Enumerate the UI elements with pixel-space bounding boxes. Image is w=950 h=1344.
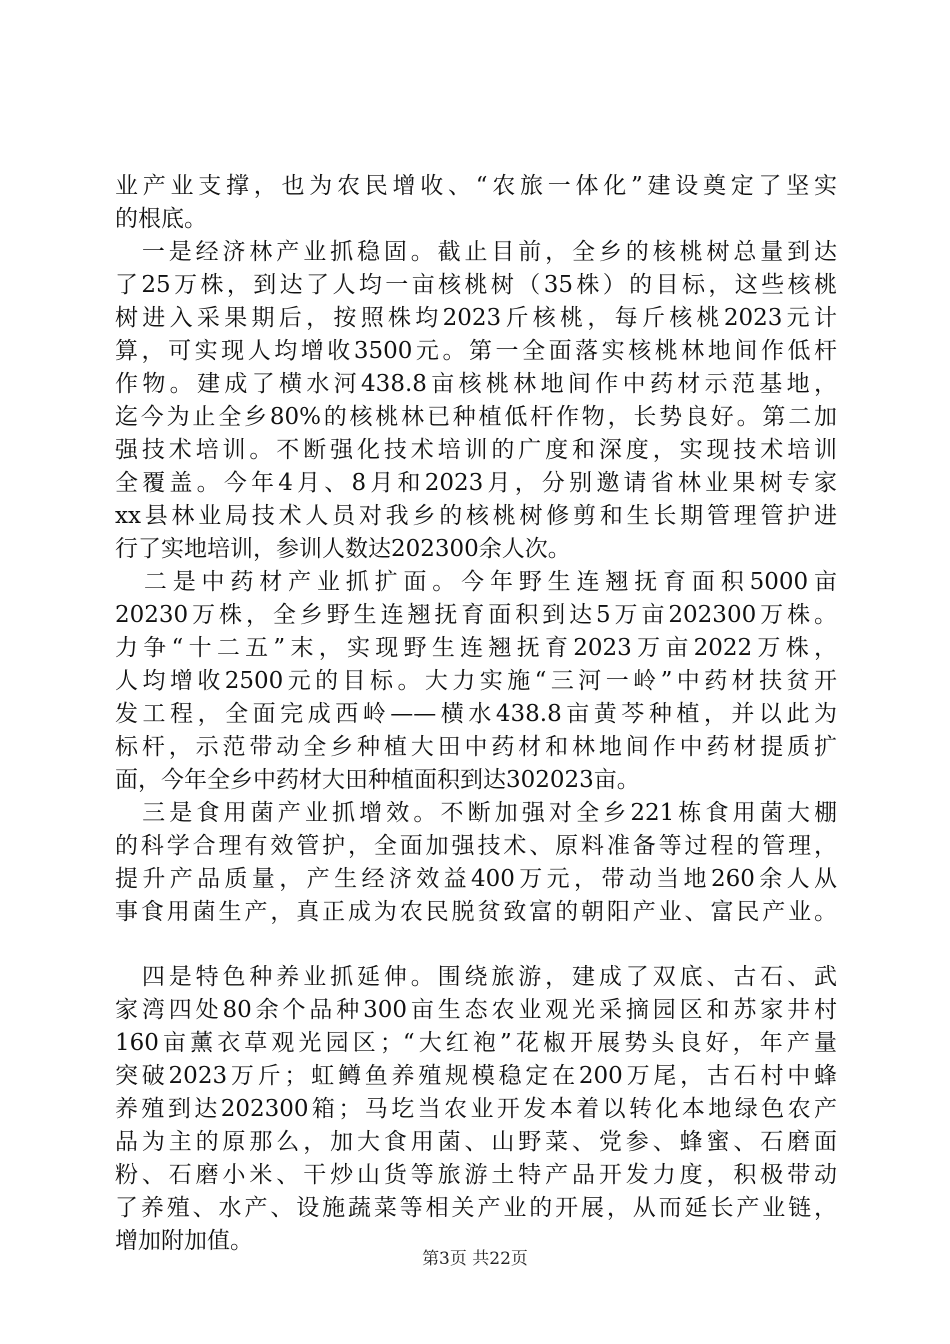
text-line: 作物。建成了横水河438.8亩核桃林地间作中药材示范基地， xyxy=(115,371,837,397)
text-line: 的科学合理有效管护，全面加强技术、原料准备等过程的管理， xyxy=(115,833,837,859)
text-line: 业产业支撑，也为农民增收、“农旅一体化”建设奠定了坚实 xyxy=(115,173,837,199)
paragraph-economic-forest: 一是经济林产业抓稳固。截止目前，全乡的核桃树总量到达 xyxy=(115,239,837,265)
text-line: 了养殖、水产、设施蔬菜等相关产业的开展，从而延长产业链， xyxy=(115,1195,837,1221)
text-line: 养殖到达202300箱；马圪当农业开发本着以转化本地绿色农产 xyxy=(115,1096,837,1122)
text-line: 突破2023万斤；虹鳟鱼养殖规模稳定在200万尾，古石村中蜂 xyxy=(115,1063,837,1089)
text-line: 树进入采果期后，按照株均2023斤核桃，每斤核桃2023元计 xyxy=(115,305,837,331)
text-line: 强技术培训。不断强化技术培训的广度和深度，实现技术培训 xyxy=(115,437,837,463)
page-number-footer: 第3页 共22页 xyxy=(422,1249,528,1269)
text-line: 20230万株，全乡野生连翘抚育面积到达5万亩202300万株。 xyxy=(115,602,837,628)
text-line: 的根底。 xyxy=(115,206,207,232)
text-line: 提升产品质量，产生经济效益400万元，带动当地260余人从 xyxy=(115,866,837,892)
text-line: 160亩薰衣草观光园区；“大红袍”花椒开展势头良好，年产量 xyxy=(115,1030,837,1056)
text-line: 全覆盖。今年4月、8月和2023月，分别邀请省林业果树专家 xyxy=(115,470,837,496)
text-line: 力争“十二五”末，实现野生连翘抚育2023万亩2022万株， xyxy=(115,635,837,661)
text-line: 行了实地培训，参训人数达202300余人次。 xyxy=(115,536,571,562)
text-line: 人均增收2500元的目标。大力实施“三河一岭”中药材扶贫开 xyxy=(115,668,837,694)
text-line: 品为主的原那么，加大食用菌、山野菜、党参、蜂蜜、石磨面 xyxy=(115,1129,837,1155)
text-line: 标杆，示范带动全乡种植大田中药材和林地间作中药材提质扩 xyxy=(115,734,837,760)
text-line: 算，可实现人均增收3500元。第一全面落实核桃林地间作低杆 xyxy=(115,338,837,364)
text-line: 家湾四处80余个品种300亩生态农业观光采摘园区和苏家井村 xyxy=(115,997,837,1023)
text-line: xx县林业局技术人员对我乡的核桃树修剪和生长期管理管护进 xyxy=(115,503,837,529)
text-line: 粉、石磨小米、干炒山货等旅游土特产品开发力度，积极带动 xyxy=(115,1162,837,1188)
text-line: 迄今为止全乡80%的核桃林已种植低杆作物，长势良好。第二加 xyxy=(115,404,837,430)
text-line: 了25万株，到达了人均一亩核桃树（35株）的目标，这些核桃 xyxy=(115,272,837,298)
paragraph-edible-fungi: 三是食用菌产业抓增效。不断加强对全乡221栋食用菌大棚 xyxy=(115,800,837,826)
text-line: 发工程，全面完成西岭——横水438.8亩黄芩种植，并以此为 xyxy=(115,701,837,727)
paragraph-gap xyxy=(115,929,837,961)
paragraph-medicinal-herbs: 二是中药材产业抓扩面。今年野生连翘抚育面积5000亩 xyxy=(115,569,837,595)
paragraph-specialty-farming: 四是特色种养业抓延伸。围绕旅游，建成了双底、古石、武 xyxy=(115,964,837,990)
text-line: 面，今年全乡中药材大田种植面积到达302023亩。 xyxy=(115,767,640,793)
text-line: 增加附加值。 xyxy=(115,1228,253,1254)
text-line: 事食用菌生产，真正成为农民脱贫致富的朝阳产业、富民产业。 xyxy=(115,899,837,925)
document-body xyxy=(115,170,837,1258)
